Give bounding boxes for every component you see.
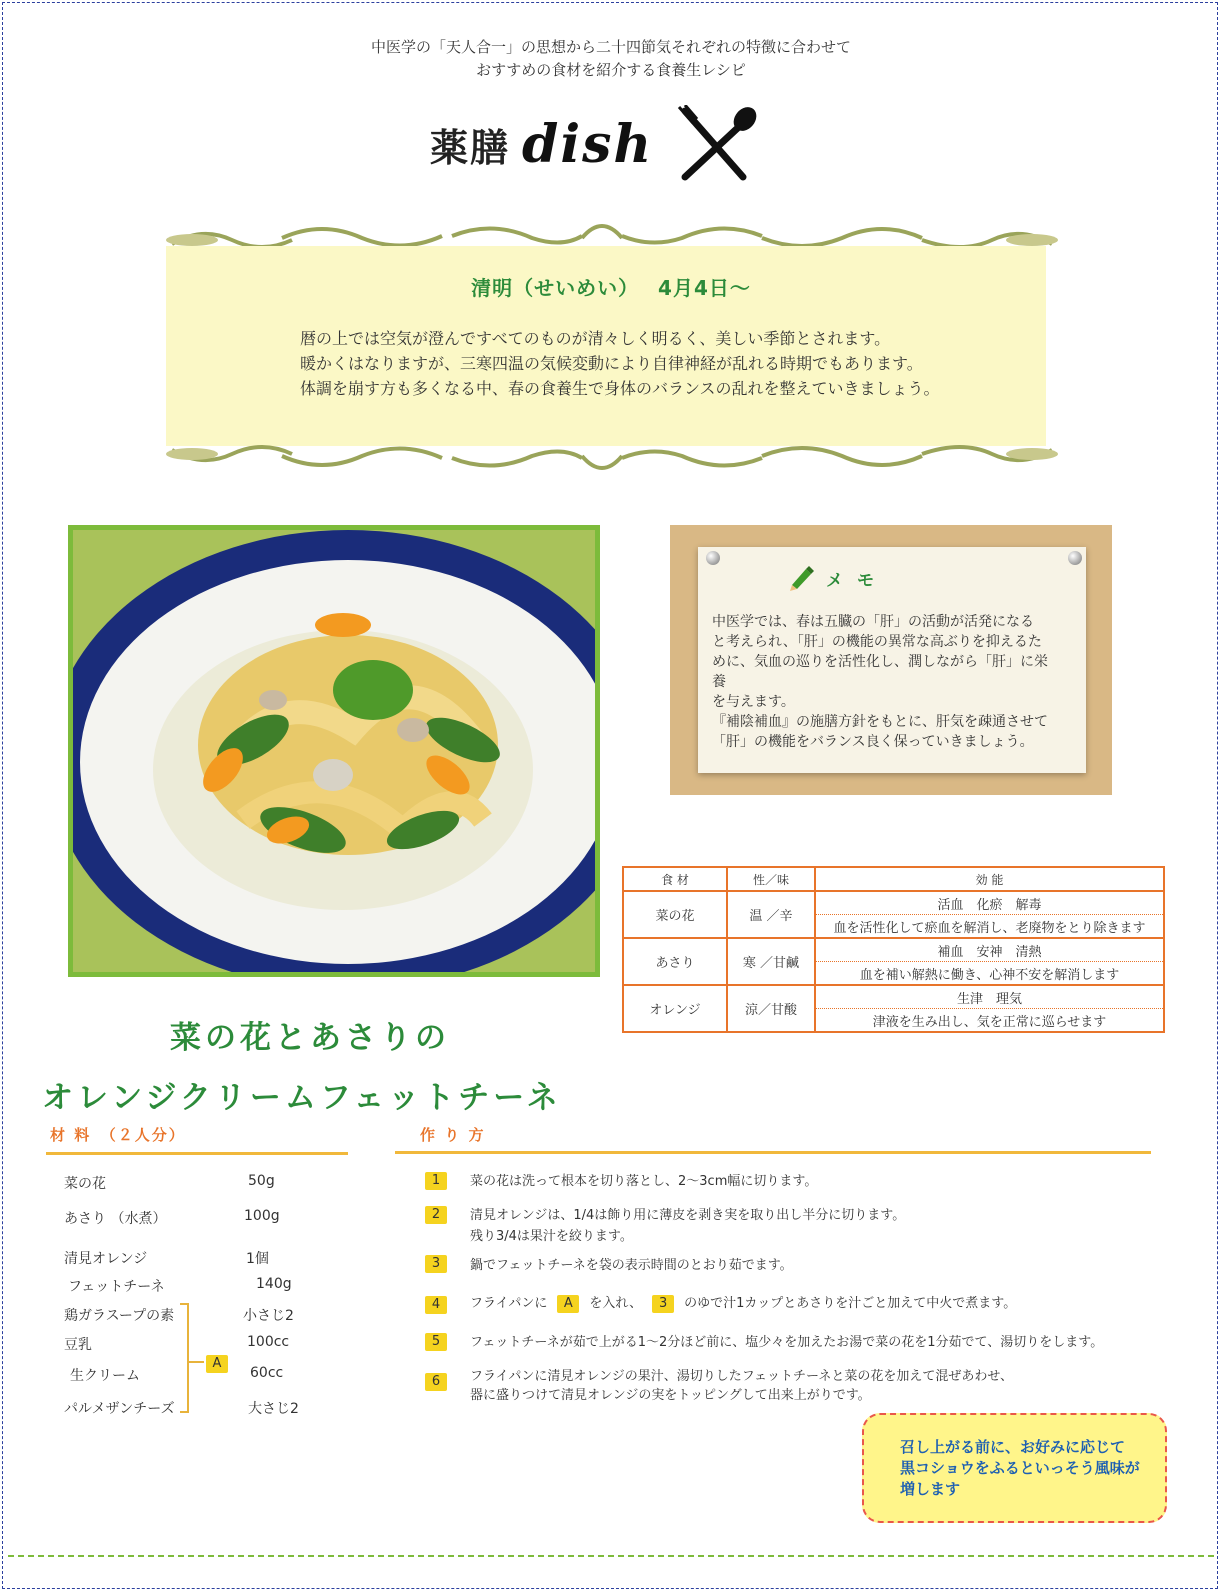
ingredient-qty: 60cc bbox=[250, 1365, 284, 1381]
step-4-post: のゆで汁1カップとあさりを汁ごと加えて中火で煮ます。 bbox=[684, 1296, 1017, 1311]
memo-text bbox=[712, 612, 1060, 752]
memo-line: を与えます。 bbox=[712, 694, 795, 710]
cell-effect: 補血 安神 清熱 bbox=[815, 938, 1164, 962]
ornament-bottom bbox=[162, 438, 1062, 478]
cell-food: 菜の花 bbox=[623, 891, 727, 938]
header-effect: 効 能 bbox=[815, 867, 1164, 891]
ingredient-qty: 140g bbox=[256, 1276, 292, 1292]
step-text bbox=[470, 1294, 1016, 1313]
memo-line: めに、気血の巡りを活性化し、潤しながら「肝」に栄養 bbox=[712, 654, 1048, 690]
step-4-pre: フライパンに bbox=[470, 1296, 548, 1311]
dish-photo bbox=[68, 525, 600, 977]
tip-text bbox=[900, 1437, 1150, 1500]
step-text-cont: 残り3/4は果汁を絞ります。 bbox=[470, 1229, 633, 1244]
step-text: 清見オレンジは、1/4は飾り用に薄皮を剥き実を取り出し半分に切ります。 bbox=[470, 1208, 906, 1223]
cell-desc: 血を補い解熱に働き、心神不安を解消します bbox=[815, 962, 1164, 986]
table-row bbox=[623, 985, 1164, 1009]
group-a-badge: A bbox=[206, 1355, 228, 1373]
ingredient-name: 清見オレンジ bbox=[64, 1251, 148, 1267]
brand-jp: 薬膳 bbox=[430, 125, 511, 170]
header-food: 食 材 bbox=[623, 867, 727, 891]
ingredient-effects-table bbox=[622, 866, 1165, 1033]
cell-nature: 寒 ／甘鹹 bbox=[727, 938, 815, 985]
table-row bbox=[623, 891, 1164, 915]
step-4-mid: を入れ、 bbox=[589, 1296, 643, 1311]
method-label: 作 り 方 bbox=[420, 1126, 486, 1144]
cell-desc: 津液を生み出し、気を正常に巡らせます bbox=[815, 1009, 1164, 1033]
ingredient-name: フェットチーネ bbox=[68, 1279, 165, 1295]
ingredient-qty: 50g bbox=[248, 1173, 275, 1189]
step-text: フライパンに清見オレンジの果汁、湯切りしたフェットチーネと菜の花を加えて混ぜあわせ、 bbox=[470, 1369, 1014, 1384]
memo-line: と考えられ、「肝」の機能の異常な高ぶりを抑えるた bbox=[712, 634, 1042, 650]
season-line: 暦の上では空気が澄んですべてのものが清々しく明るく、美しい季節とされます。 bbox=[300, 329, 891, 348]
brand-en: dish bbox=[522, 113, 654, 175]
intro-line-2: おすすめの食材を紹介する食養生レシピ bbox=[476, 61, 746, 79]
ingredient-qty: 大さじ2 bbox=[248, 1401, 299, 1417]
memo-line: 『補陰補血』の施膳方針をもとに、肝気を疎通させて bbox=[712, 714, 1048, 730]
step-number: 4 bbox=[425, 1296, 447, 1314]
dish-illustration bbox=[73, 530, 595, 972]
intro-line-1: 中医学の「天人合一」の思想から二十四節気それぞれの特徴に合わせて bbox=[370, 38, 851, 56]
ingredient-name: 鶏ガラスープの素 bbox=[64, 1308, 175, 1324]
tip-line: 召し上がる前に、お好みに応じて bbox=[900, 1438, 1126, 1456]
ingredients-label: 材 料 （２人分） bbox=[50, 1126, 186, 1144]
ingredient-name: 生クリーム bbox=[70, 1368, 140, 1384]
memo-title: メモ bbox=[826, 570, 888, 591]
ingredients-rule bbox=[46, 1152, 348, 1155]
pin-icon bbox=[1068, 551, 1082, 565]
step-number: 5 bbox=[425, 1333, 447, 1351]
season-title: 清明（せいめい） 4月4日～ bbox=[471, 276, 751, 300]
step-text: 鍋でフェットチーネを袋の表示時間のとおり茹でます。 bbox=[470, 1258, 793, 1273]
ingredient-qty: 小さじ2 bbox=[243, 1308, 294, 1324]
fork-spoon-icon bbox=[673, 105, 759, 183]
step-text: フェットチーネが茹で上がる1～2分ほど前に、塩少々を加えたお湯で菜の花を1分茹でて、湯切りをします。 bbox=[470, 1335, 1104, 1350]
step-number: 6 bbox=[425, 1373, 447, 1391]
tip-line: 黒コショウをふるといっそう風味が bbox=[900, 1459, 1140, 1477]
table-row bbox=[623, 938, 1164, 962]
ingredient-name: 豆乳 bbox=[64, 1337, 92, 1353]
cell-nature: 涼／甘酸 bbox=[727, 985, 815, 1032]
season-line: 暖かくはなりますが、三寒四温の気候変動により自律神経が乱れる時期でもあります。 bbox=[300, 354, 923, 373]
pin-icon bbox=[706, 551, 720, 565]
memo-line: 「肝」の機能をバランス良く保っていきましょう。 bbox=[712, 734, 1034, 750]
season-description bbox=[300, 326, 940, 401]
ref-badge-3: 3 bbox=[652, 1295, 674, 1313]
dish-title-line-1: 菜の花とあさりの bbox=[170, 1020, 450, 1056]
cell-food: オレンジ bbox=[623, 985, 727, 1032]
cell-nature: 温 ／辛 bbox=[727, 891, 815, 938]
cell-desc: 血を活性化して瘀血を解消し、老廃物をとり除きます bbox=[815, 915, 1164, 939]
pencil-icon bbox=[788, 565, 814, 591]
ingredient-qty: 100cc bbox=[247, 1334, 290, 1350]
dish-title-line-2: オレンジクリームフェットチーネ bbox=[42, 1080, 562, 1116]
memo-board bbox=[670, 525, 1112, 795]
cell-effect: 生津 理気 bbox=[815, 985, 1164, 1009]
ingredient-name: あさり （水煮） bbox=[64, 1211, 167, 1227]
ingredient-qty: 100g bbox=[244, 1208, 280, 1224]
step-number: 1 bbox=[425, 1172, 447, 1190]
ingredient-qty: 1個 bbox=[246, 1251, 269, 1267]
cell-food: あさり bbox=[623, 938, 727, 985]
memo-line: 中医学では、春は五臓の「肝」の活動が活発になる bbox=[712, 614, 1034, 630]
bottom-divider bbox=[8, 1555, 1214, 1557]
step-text: 菜の花は洗って根本を切り落とし、2～3cm幅に切ります。 bbox=[470, 1174, 818, 1189]
header-nature: 性／味 bbox=[727, 867, 815, 891]
step-number: 2 bbox=[425, 1206, 447, 1224]
step-number: 3 bbox=[425, 1255, 447, 1273]
step-text-cont: 器に盛りつけて清見オレンジの実をトッピングして出来上がりです。 bbox=[470, 1388, 871, 1403]
season-line: 体調を崩す方も多くなる中、春の食養生で身体のバランスの乱れを整えていきましょう。 bbox=[300, 379, 940, 398]
memo-title-row bbox=[788, 565, 888, 591]
tip-line: 増します bbox=[900, 1480, 961, 1498]
method-rule bbox=[395, 1151, 1151, 1154]
cell-effect: 活血 化瘀 解毒 bbox=[815, 891, 1164, 915]
ingredient-name: 菜の花 bbox=[64, 1176, 106, 1192]
ingredient-name: パルメザンチーズ bbox=[64, 1401, 175, 1417]
tip-box bbox=[862, 1413, 1167, 1523]
ref-badge-a: A bbox=[557, 1295, 579, 1313]
brand-logo bbox=[430, 104, 759, 184]
table-header-row bbox=[623, 867, 1164, 891]
